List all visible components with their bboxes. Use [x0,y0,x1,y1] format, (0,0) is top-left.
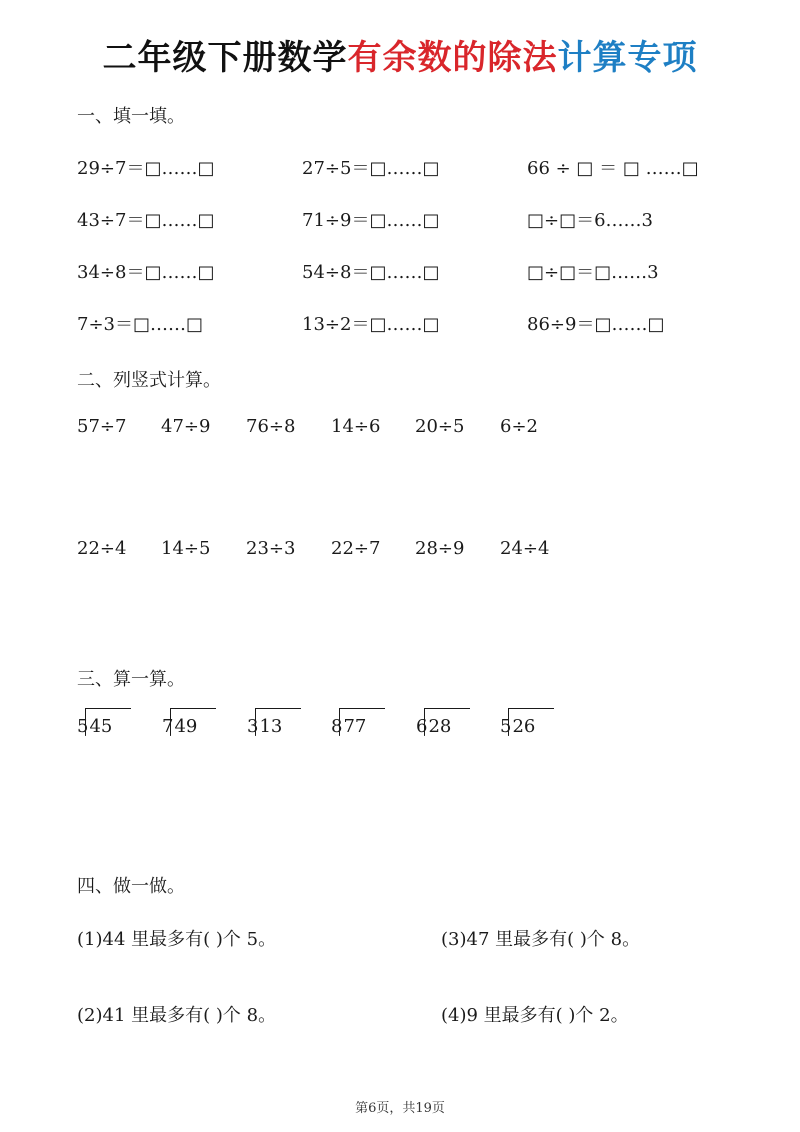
vertical-item: 20÷5 [415,416,465,437]
divisor: 5 [77,716,89,737]
dividend: 13 [259,716,283,737]
long-division-item [162,716,197,737]
question-item: (2)41 里最多有( )个 8。 [77,1005,277,1026]
vertical-item: 22÷7 [331,538,381,559]
divisor: 5 [500,716,512,737]
dividend: 26 [512,716,536,737]
vertical-item: 6÷2 [500,416,538,437]
vertical-item: 47÷9 [161,416,211,437]
section-heading-3: 三、算一算。 [77,669,185,690]
fill-item: □÷□＝□……3 [527,262,659,283]
long-division-item [77,716,112,737]
title-part-2: 有余数的除法 [347,38,558,78]
vertical-item: 57÷7 [77,416,127,437]
fill-item: 34÷8＝□……□ [77,262,215,283]
divisor: 6 [416,716,428,737]
vertical-item: 76÷8 [246,416,296,437]
vertical-item: 14÷5 [161,538,211,559]
title-part-3: 计算专项 [557,38,698,78]
page-title [0,30,800,79]
vertical-item: 22÷4 [77,538,127,559]
vertical-item: 24÷4 [500,538,550,559]
section-heading-1: 一、填一填。 [77,106,185,127]
dividend: 28 [428,716,452,737]
divisor: 8 [331,716,343,737]
section-heading-2: 二、列竖式计算。 [77,370,221,391]
vertical-item: 14÷6 [331,416,381,437]
divisor: 3 [247,716,259,737]
fill-item: 27÷5＝□……□ [302,158,440,179]
fill-item: 71÷9＝□……□ [302,210,440,231]
question-item: (3)47 里最多有( )个 8。 [441,929,641,950]
dividend: 49 [174,716,198,737]
fill-item: 7÷3＝□……□ [77,314,203,335]
divisor: 7 [162,716,174,737]
vertical-item: 23÷3 [246,538,296,559]
page-footer: 第6页，共19页 [355,1101,445,1116]
long-division-item [331,716,366,737]
long-division-item [416,716,451,737]
fill-item: 43÷7＝□……□ [77,210,215,231]
long-division-item [500,716,535,737]
fill-item: 66 ÷ □ ＝ □ ……□ [527,158,699,179]
fill-item: 29÷7＝□……□ [77,158,215,179]
question-item: (4)9 里最多有( )个 2。 [441,1005,629,1026]
fill-item: 54÷8＝□……□ [302,262,440,283]
fill-item: 86÷9＝□……□ [527,314,665,335]
fill-item: 13÷2＝□……□ [302,314,440,335]
dividend: 77 [343,716,367,737]
title-part-1: 二年级下册数学 [102,38,348,78]
vertical-item: 28÷9 [415,538,465,559]
section-heading-4: 四、做一做。 [77,876,185,897]
question-item: (1)44 里最多有( )个 5。 [77,929,277,950]
long-division-item [247,716,282,737]
fill-item: □÷□＝6……3 [527,210,653,231]
dividend: 45 [89,716,113,737]
